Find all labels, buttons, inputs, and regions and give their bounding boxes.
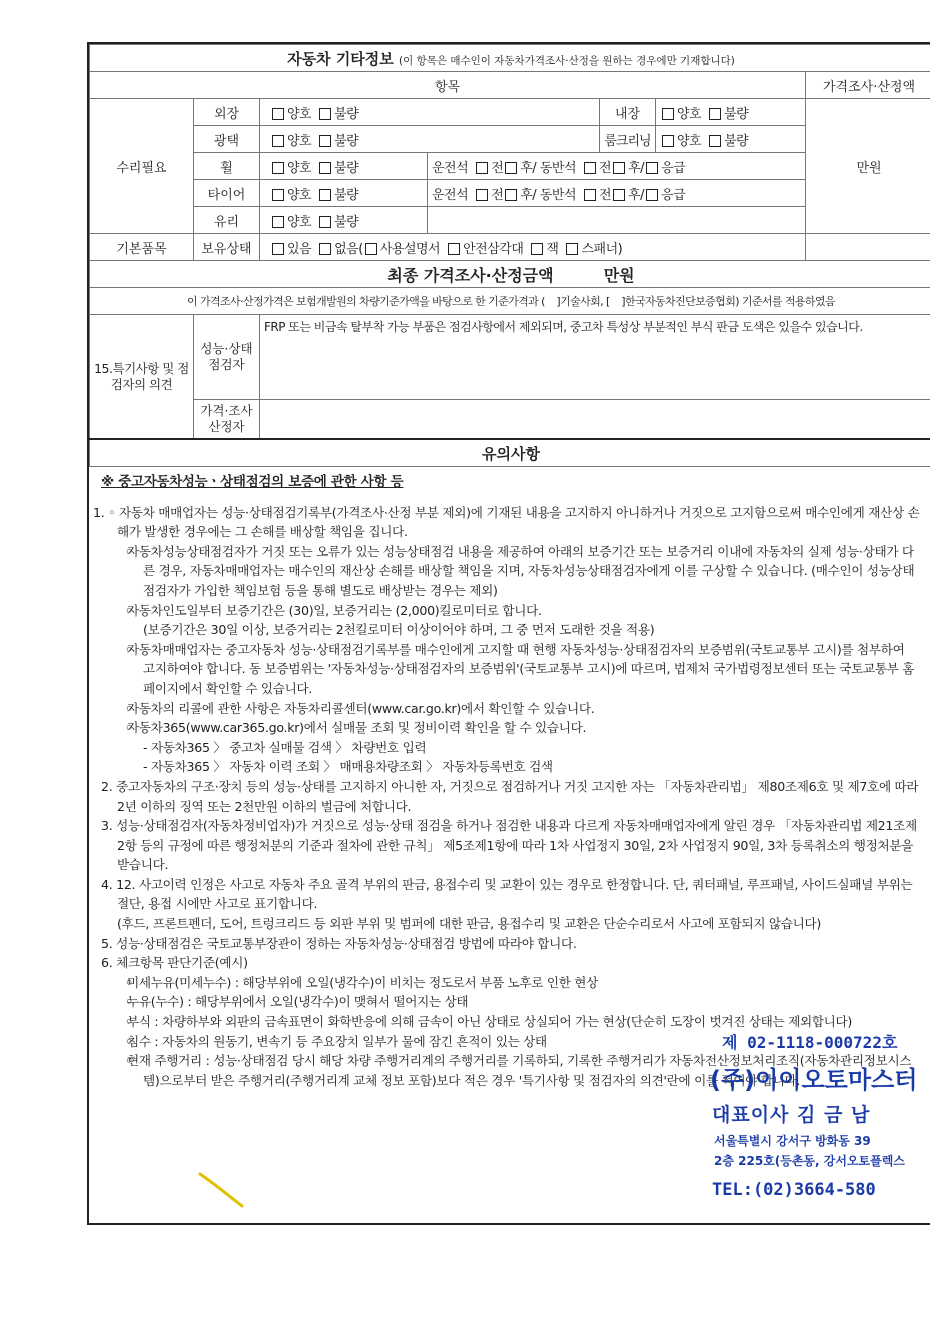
good-label: 양호 xyxy=(677,106,702,122)
note-5: 5. 성능·상태점검은 국토교통부장관이 정하는 자동차성능·상태점검 방법에 따라야 합니다. xyxy=(101,935,577,951)
spanner-label: 스패너) xyxy=(581,241,623,257)
room-good-checkbox[interactable] xyxy=(662,135,674,147)
notes-subtitle: ※ 중고자동차성능ㆍ상태점검의 보증에 관한 사항 등 xyxy=(101,474,404,490)
tire-spare-checkbox[interactable] xyxy=(646,189,658,201)
notes-body xyxy=(93,467,920,1090)
exterior-label: 외장 xyxy=(194,99,260,126)
final-price-row xyxy=(90,261,930,288)
wheel-passenger-rear-checkbox[interactable] xyxy=(613,162,625,174)
exterior-bad-checkbox[interactable] xyxy=(319,108,331,120)
final-price-label: 최종 가격조사·산정금액 xyxy=(387,265,554,285)
interior-label: 내장 xyxy=(600,99,656,126)
wheel-driver-front-checkbox[interactable] xyxy=(476,162,488,174)
front-label: 전 xyxy=(491,160,504,176)
possession-label: 보유상태 xyxy=(194,234,260,261)
final-price-unit: 만원 xyxy=(603,265,635,285)
final-note-c: ]한국자동차진단보증협회) 기준서를 적용하였음 xyxy=(621,295,835,308)
possession-options xyxy=(260,234,806,261)
tire-driver-front-checkbox[interactable] xyxy=(476,189,488,201)
glass-options xyxy=(260,207,428,234)
good-label: 양호 xyxy=(677,133,702,149)
basic-price-empty xyxy=(806,234,930,261)
glass-empty xyxy=(428,207,806,234)
room-cleaning-label: 룸크리닝 xyxy=(600,126,656,153)
note-6b: ◦ 누유(누수) : 해당부위에서 오일(냉각수)이 맺혀서 떨어지는 상태 xyxy=(93,992,920,1012)
section-note: (이 항목은 매수인이 자동차가격조사·산정을 원하는 경우에만 기재합니다) xyxy=(399,54,735,67)
bad-label: 불량 xyxy=(334,133,359,149)
note-1f-step2: - 자동차365 〉 자동차 이력 조회 〉 매매용차량조회 〉 자동차등록번호 검색 xyxy=(143,759,553,775)
driver-seat-label: 운전석 xyxy=(432,160,469,176)
tire-bad-checkbox[interactable] xyxy=(319,189,331,201)
note-2: 2. 중고자동차의 구조·장치 등의 성능·상태를 고지하지 아니한 자, 거짓으로 점검하거나 거짓 고지한 자는 「자동차관리법」 제80조제6호 및 제7호에 따라 2년 이하의 징역 또는 2천만원 이하의 벌금에 처합니다. xyxy=(101,778,919,814)
manual-checkbox[interactable] xyxy=(365,243,377,255)
note-6a: ◦ 미세누유(미세누수) : 해당부위에 오일(냉각수)이 비치는 정도로서 부품 노후로 인한 현상 xyxy=(93,973,920,993)
note-1d: ◦ 자동차매매업자는 중고자동차 성능·상태점검기록부를 매수인에게 고지할 때 현행 자동차성능·상태점검자의 보증범위(국토교통부 고시)를 첨부하여 고지하여야 합니다. 동 보증범위는 '자동차성능·상태점검자의 보증범위'(국토교통부 고시)에 따르며, 법제처 국가법령정보센터 또는 국토교통부 홈페이지에서 확인할 수 있습니다. xyxy=(93,640,920,699)
stamp-reg-no: 제 02-1118-000722호 xyxy=(722,1033,898,1052)
exterior-options xyxy=(260,99,600,126)
note-1b: ◦ 자동차성능상태점검자가 거짓 또는 오류가 있는 성능상태점검 내용을 제공하여 아래의 보증기간 또는 보증거리 이내에 자동차의 실제 성능·상태가 다른 경우, 자동차매매업자는 매수인의 재산상 손해를 배상할 책임을 지며, 자동차성능상태점검자에게 이를 구상할 수 있습니다. (매수인이 성능상태점검자가 가입한 책임보험 등을 통해 별도로 배상받는 경우는 제외) xyxy=(93,542,920,601)
front-label: 전 xyxy=(599,187,612,203)
gloss-options xyxy=(260,126,600,153)
wheel-good-checkbox[interactable] xyxy=(272,162,284,174)
note-1c-detail: (보증기간은 30일 이상, 보증거리는 2천킬로미터 이상이어야 하며, 그 중 먼저 도래한 것을 적용) xyxy=(143,622,655,638)
special-notes-label: 15.특기사항 및 점검자의 의견 xyxy=(90,315,194,440)
tire-passenger-front-checkbox[interactable] xyxy=(584,189,596,201)
rear-label: 후/ xyxy=(628,160,645,176)
front-label: 전 xyxy=(491,187,504,203)
triangle-label: 안전삼각대 xyxy=(463,241,524,257)
room-bad-checkbox[interactable] xyxy=(709,135,721,147)
bad-label: 불량 xyxy=(334,106,359,122)
interior-options xyxy=(656,99,806,126)
glass-bad-checkbox[interactable] xyxy=(319,216,331,228)
glass-label: 유리 xyxy=(194,207,260,234)
interior-bad-checkbox[interactable] xyxy=(709,108,721,120)
stamp-company: (주)이이오토마스터 xyxy=(710,1066,918,1094)
possession-no-checkbox[interactable] xyxy=(319,243,331,255)
possession-no-label: 없음( xyxy=(334,241,363,257)
gloss-good-checkbox[interactable] xyxy=(272,135,284,147)
note-1f: ◦ 자동차365(www.car365.go.kr)에서 실매물 조회 및 정비이력 확인을 할 수 있습니다. xyxy=(93,718,920,738)
good-label: 양호 xyxy=(287,133,312,149)
wheel-seat-options xyxy=(428,153,806,180)
company-stamp xyxy=(712,1030,930,1205)
note-1a: 1. ◦ 자동차 매매업자는 성능·상태점검기록부(가격조사·산정 부분 제외)에 기재된 내용을 고지하지 아니하거나 거짓으로 고지함으로써 매수인에게 재산상 손해가 발생한 경우에는 그 손해를 배상할 책임을 집니다. xyxy=(93,504,920,540)
possession-yes-label: 있음 xyxy=(287,241,312,257)
spare-label: 응급 xyxy=(661,160,686,176)
good-label: 양호 xyxy=(287,214,312,230)
pen-mark-icon xyxy=(198,1170,248,1210)
final-note-b: ]기술사회, [ xyxy=(556,295,610,308)
gloss-label: 광택 xyxy=(194,126,260,153)
bad-label: 불량 xyxy=(334,214,359,230)
final-note-a: 이 가격조사·산정가격은 보험개발원의 차량기준가액을 바탕으로 한 기준가격과 ( xyxy=(187,295,545,308)
section-title-cell xyxy=(90,45,930,72)
repair-label: 수리필요 xyxy=(90,99,194,234)
pricer-opinion xyxy=(260,400,930,440)
note-6d: ◦ 침수 : 자동차의 원동기, 변속기 등 주요장치 일부가 물에 잠긴 흔적이 있는 상태 xyxy=(93,1032,920,1052)
possession-yes-checkbox[interactable] xyxy=(272,243,284,255)
driver-seat-label: 운전석 xyxy=(432,187,469,203)
room-cleaning-options xyxy=(656,126,806,153)
wheel-bad-checkbox[interactable] xyxy=(319,162,331,174)
tire-driver-rear-checkbox[interactable] xyxy=(505,189,517,201)
note-1c: ◦ 자동차인도일부터 보증기간은 (30)일, 보증거리는 (2,000)킬로미터로 합니다. xyxy=(93,601,920,621)
note-1f-step1: - 자동차365 〉 중고차 실매물 검색 〉 차량번호 입력 xyxy=(143,739,427,755)
wheel-spare-checkbox[interactable] xyxy=(646,162,658,174)
note-3: 3. 성능·상태점검자(자동차정비업자)가 거짓으로 성능·상태 점검을 하거나 점검한 내용과 다르게 자동차매매업자에게 알린 경우 「자동차관리법 제21조제2항 등의 규정에 따른 행정처분의 기준과 절차에 관한 규칙」 제5조제1항에 따라 1차 사업정지 30일, 2차 사업정지 90일, 3차 등록취소의 행정처분을 받습니다. xyxy=(101,818,917,873)
price-unit: 만원 xyxy=(806,99,930,234)
good-label: 양호 xyxy=(287,160,312,176)
tire-passenger-rear-checkbox[interactable] xyxy=(613,189,625,201)
stamp-tel: TEL:(02)3664-580 xyxy=(712,1180,876,1200)
jack-label: 잭 xyxy=(546,241,559,257)
note-6c: ◦ 부식 : 차량하부와 외판의 금속표면이 화학반응에 의해 금속이 아닌 상태로 상실되어 가는 현상(단순히 도장이 벗겨진 상태는 제외합니다) xyxy=(93,1012,920,1032)
bad-label: 불량 xyxy=(334,187,359,203)
note-4: 4. 12. 사고이력 인정은 사고로 자동차 주요 골격 부위의 판금, 용접수리 및 교환이 있는 경우로 한정합니다. 단, 쿼터패널, 루프패널, 사이드실패널 부위는 절단, 용접 시에만 사고로 표기합니다. xyxy=(101,876,913,912)
good-label: 양호 xyxy=(287,106,312,122)
basic-items-label: 기본품목 xyxy=(90,234,194,261)
tire-good-checkbox[interactable] xyxy=(272,189,284,201)
note-6e: ◦ 현재 주행거리 : 성능·상태점검 당시 해당 차량 주행거리계의 주행거리를 기록하되, 기록한 주행거리가 자동차전산정보처리조직(자동차관리정보시스템)으로부터 받은 주행거리(주행거리계 교체 정보 포함)보다 적은 경우 '특기사항 및 점검자의 의견'란에 이를 적어야 합니다. xyxy=(93,1051,920,1090)
pricer-label: 가격·조사 산정자 xyxy=(194,400,260,440)
bad-label: 불량 xyxy=(724,133,749,149)
jack-checkbox[interactable] xyxy=(531,243,543,255)
inspector-label: 성능·상태 점검자 xyxy=(194,315,260,400)
price-header: 가격조사·산정액 xyxy=(806,72,930,99)
item-header: 항목 xyxy=(90,72,806,99)
manual-label: 사용설명서 xyxy=(379,241,441,257)
other-info-table xyxy=(89,44,930,467)
inspector-opinion: FRP 또는 비금속 탈부착 가능 부품은 점검사항에서 제외되며, 중고차 특성상 부분적인 부식 판금 도색은 있을수 있습니다. xyxy=(260,315,930,400)
rear-label: 후/ xyxy=(520,187,537,203)
stamp-ceo: 대표이사 김 금 남 xyxy=(712,1104,871,1126)
wheel-options xyxy=(260,153,428,180)
rear-label: 후/ xyxy=(628,187,645,203)
triangle-checkbox[interactable] xyxy=(448,243,460,255)
wheel-passenger-front-checkbox[interactable] xyxy=(584,162,596,174)
front-label: 전 xyxy=(599,160,612,176)
exterior-good-checkbox[interactable] xyxy=(272,108,284,120)
passenger-seat-label: 동반석 xyxy=(539,160,577,176)
note-1e: ◦ 자동차의 리콜에 관한 사항은 자동차리콜센터(www.car.go.kr)에서 확인할 수 있습니다. xyxy=(93,699,920,719)
passenger-seat-label: 동반석 xyxy=(539,187,577,203)
tire-seat-options xyxy=(428,180,806,207)
interior-good-checkbox[interactable] xyxy=(662,108,674,120)
tire-options xyxy=(260,180,428,207)
stamp-address-2: 2층 225호(등촌동, 강서오토플렉스 xyxy=(714,1154,905,1168)
bad-label: 불량 xyxy=(724,106,749,122)
glass-good-checkbox[interactable] xyxy=(272,216,284,228)
wheel-label: 휠 xyxy=(194,153,260,180)
note-4b: (후드, 프론트펜더, 도어, 트렁크리드 등 외판 부위 및 범퍼에 대한 판금, 용접수리 및 교환은 단순수리로서 사고에 포함되지 않습니다) xyxy=(117,916,822,932)
wheel-driver-rear-checkbox[interactable] xyxy=(505,162,517,174)
spare-label: 응급 xyxy=(661,187,686,203)
section-title: 자동차 기타정보 xyxy=(287,49,394,68)
tire-label: 타이어 xyxy=(194,180,260,207)
bad-label: 불량 xyxy=(334,160,359,176)
stamp-address-1: 서울특별시 강서구 방화동 39 xyxy=(714,1134,871,1148)
gloss-bad-checkbox[interactable] xyxy=(319,135,331,147)
final-note-row xyxy=(90,288,930,315)
notes-title: 유의사항 xyxy=(90,439,930,467)
note-6: 6. 체크항목 판단기준(예시) xyxy=(101,955,248,971)
rear-label: 후/ xyxy=(520,160,537,176)
good-label: 양호 xyxy=(287,187,312,203)
spanner-checkbox[interactable] xyxy=(566,243,578,255)
